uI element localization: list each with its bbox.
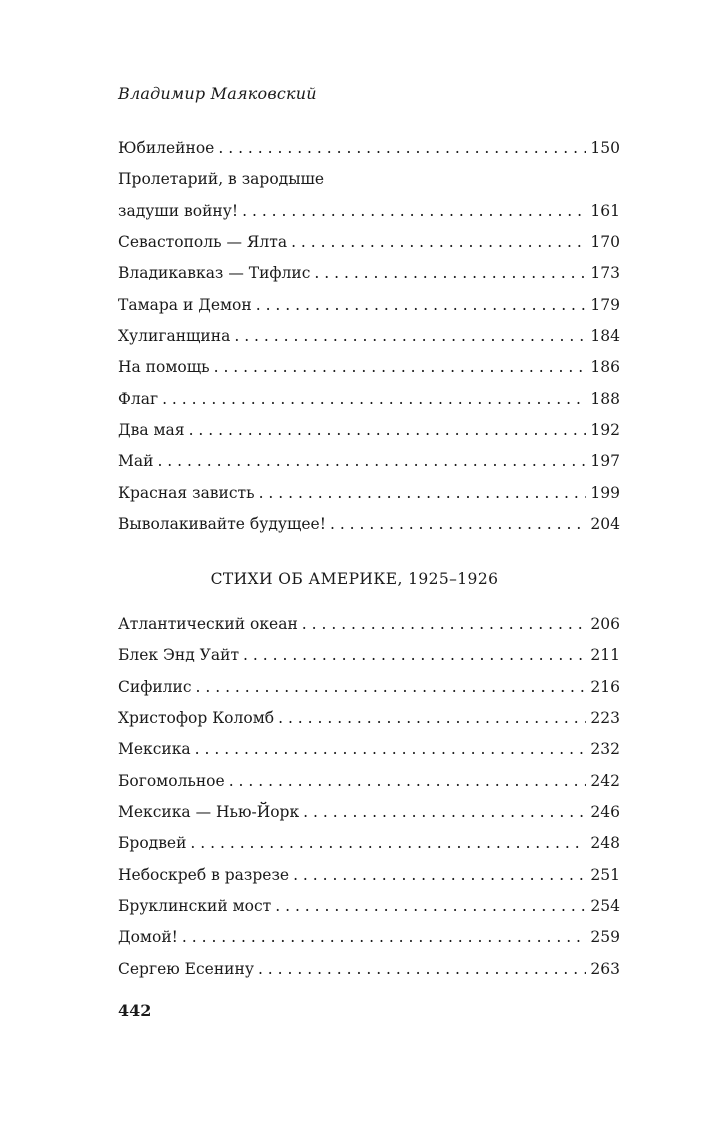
leader-dots xyxy=(259,482,587,504)
toc-entry xyxy=(118,356,620,387)
toc-entry-title: Флаг xyxy=(118,389,159,408)
toc-entry xyxy=(118,231,620,262)
toc-entry xyxy=(118,926,620,957)
leader-dots xyxy=(190,832,586,854)
leader-dots xyxy=(293,864,586,886)
toc-entry-page: 199 xyxy=(590,483,620,502)
toc-entry-page: 232 xyxy=(590,740,620,759)
leader-dots xyxy=(275,895,586,917)
toc-entry xyxy=(118,801,620,832)
leader-dots xyxy=(330,513,586,535)
toc-entry xyxy=(118,482,620,513)
toc-entry-title: Май xyxy=(118,452,154,471)
toc-entry xyxy=(118,613,620,644)
toc-entry-title: Атлантический океан xyxy=(118,615,298,633)
toc-entry xyxy=(118,325,620,356)
toc-entry-title: Выволакивайте будущее! xyxy=(118,515,326,534)
toc-entry-page: 150 xyxy=(590,139,620,157)
running-head: Владимир Маяковский xyxy=(118,84,317,103)
toc-entry xyxy=(118,958,620,989)
leader-dots xyxy=(214,356,587,378)
toc-entry-title: Тамара и Демон xyxy=(118,295,252,314)
toc-entry-page: 242 xyxy=(590,771,620,790)
toc-entry-page: 216 xyxy=(590,677,620,696)
toc-entry-page: 173 xyxy=(590,264,620,283)
toc-entry-title: задуши войну! xyxy=(118,201,239,220)
toc-entry-title: Мексика — Нью-Йорк xyxy=(118,803,300,822)
toc-entry-page: 248 xyxy=(590,834,620,853)
leader-dots xyxy=(229,770,587,792)
toc-entry xyxy=(118,450,620,481)
leader-dots xyxy=(291,231,586,253)
toc-entry-page: 223 xyxy=(590,709,620,728)
leader-dots xyxy=(218,137,586,159)
leader-dots xyxy=(195,738,587,760)
leader-dots xyxy=(243,644,586,666)
toc-entry-title: На помощь xyxy=(118,358,210,377)
toc-entry-title: Хулиганщина xyxy=(118,327,231,346)
toc-entry-page: 206 xyxy=(590,615,620,633)
leader-dots xyxy=(162,388,586,410)
toc-entry-page: 259 xyxy=(590,928,620,947)
toc-entry-page: 254 xyxy=(590,897,620,916)
toc-entry-page: 179 xyxy=(590,295,620,314)
toc-section-2 xyxy=(118,613,620,989)
toc-entry-title: Домой! xyxy=(118,928,178,947)
leader-dots xyxy=(189,419,587,441)
toc-entry-title: Небоскреб в разрезе xyxy=(118,865,290,884)
toc-entry xyxy=(118,676,620,707)
toc-entry-page: 246 xyxy=(590,803,620,822)
toc-entry-title: Сифилис xyxy=(118,677,192,696)
leader-dots xyxy=(182,926,587,948)
toc-entry-title: Владикавказ — Тифлис xyxy=(118,264,311,283)
toc-entry-title: Пролетарий, в зародыше xyxy=(118,170,325,189)
toc-entry-page: 192 xyxy=(590,421,620,440)
toc-entry xyxy=(118,137,620,168)
leader-dots xyxy=(256,294,587,316)
leader-dots xyxy=(196,676,587,698)
leader-dots xyxy=(314,262,586,284)
toc-entry-page: 188 xyxy=(590,389,620,408)
toc-entry-title: Мексика xyxy=(118,740,191,759)
leader-dots xyxy=(302,613,587,635)
toc-entry xyxy=(118,770,620,801)
toc-entry-title: Севастополь — Ялта xyxy=(118,233,288,252)
toc-entry xyxy=(118,168,620,199)
leader-dots xyxy=(258,958,586,980)
toc-entry xyxy=(118,895,620,926)
toc-entry-page: 204 xyxy=(590,515,620,534)
toc-entry xyxy=(118,419,620,450)
toc-entry-page: 186 xyxy=(590,358,620,377)
toc-entry-page: 161 xyxy=(590,201,620,220)
toc-entry xyxy=(118,262,620,293)
toc-entry-title: Бродвей xyxy=(118,834,187,853)
leader-dots xyxy=(242,200,586,222)
page-number: 442 xyxy=(118,1001,152,1020)
leader-dots xyxy=(157,450,586,472)
toc-entry xyxy=(118,388,620,419)
toc-entry-title: Красная зависть xyxy=(118,483,255,502)
section-heading: СТИХИ ОБ АМЕРИКЕ, 1925–1926 xyxy=(210,570,499,588)
toc-entry xyxy=(118,832,620,863)
toc-entry xyxy=(118,294,620,325)
toc-entry-title: Блек Энд Уайт xyxy=(118,646,240,665)
toc-entry-page: 197 xyxy=(590,452,620,471)
toc-entry xyxy=(118,738,620,769)
toc-entry xyxy=(118,864,620,895)
toc-entry xyxy=(118,200,620,231)
toc-entry xyxy=(118,644,620,675)
toc-entry-title: Богомольное xyxy=(118,771,225,790)
toc-entry-page: 211 xyxy=(590,646,620,665)
leader-dots xyxy=(278,707,586,729)
toc-entry-page: 170 xyxy=(590,233,620,252)
toc-entry-title: Христофор Коломб xyxy=(118,709,275,728)
toc-entry-title: Юбилейное xyxy=(118,139,215,157)
toc-entry-page: 251 xyxy=(590,865,620,884)
toc-entry xyxy=(118,513,620,544)
toc-entry-title: Два мая xyxy=(118,421,185,440)
leader-dots xyxy=(303,801,586,823)
toc-entry-page: 184 xyxy=(590,327,620,346)
toc-entry-title: Бруклинский мост xyxy=(118,897,272,916)
toc-entry xyxy=(118,707,620,738)
toc-entry-page: 263 xyxy=(590,959,620,978)
leader-dots xyxy=(234,325,586,347)
toc-section-1 xyxy=(118,137,620,544)
toc-entry-title: Сергею Есенину xyxy=(118,959,254,978)
